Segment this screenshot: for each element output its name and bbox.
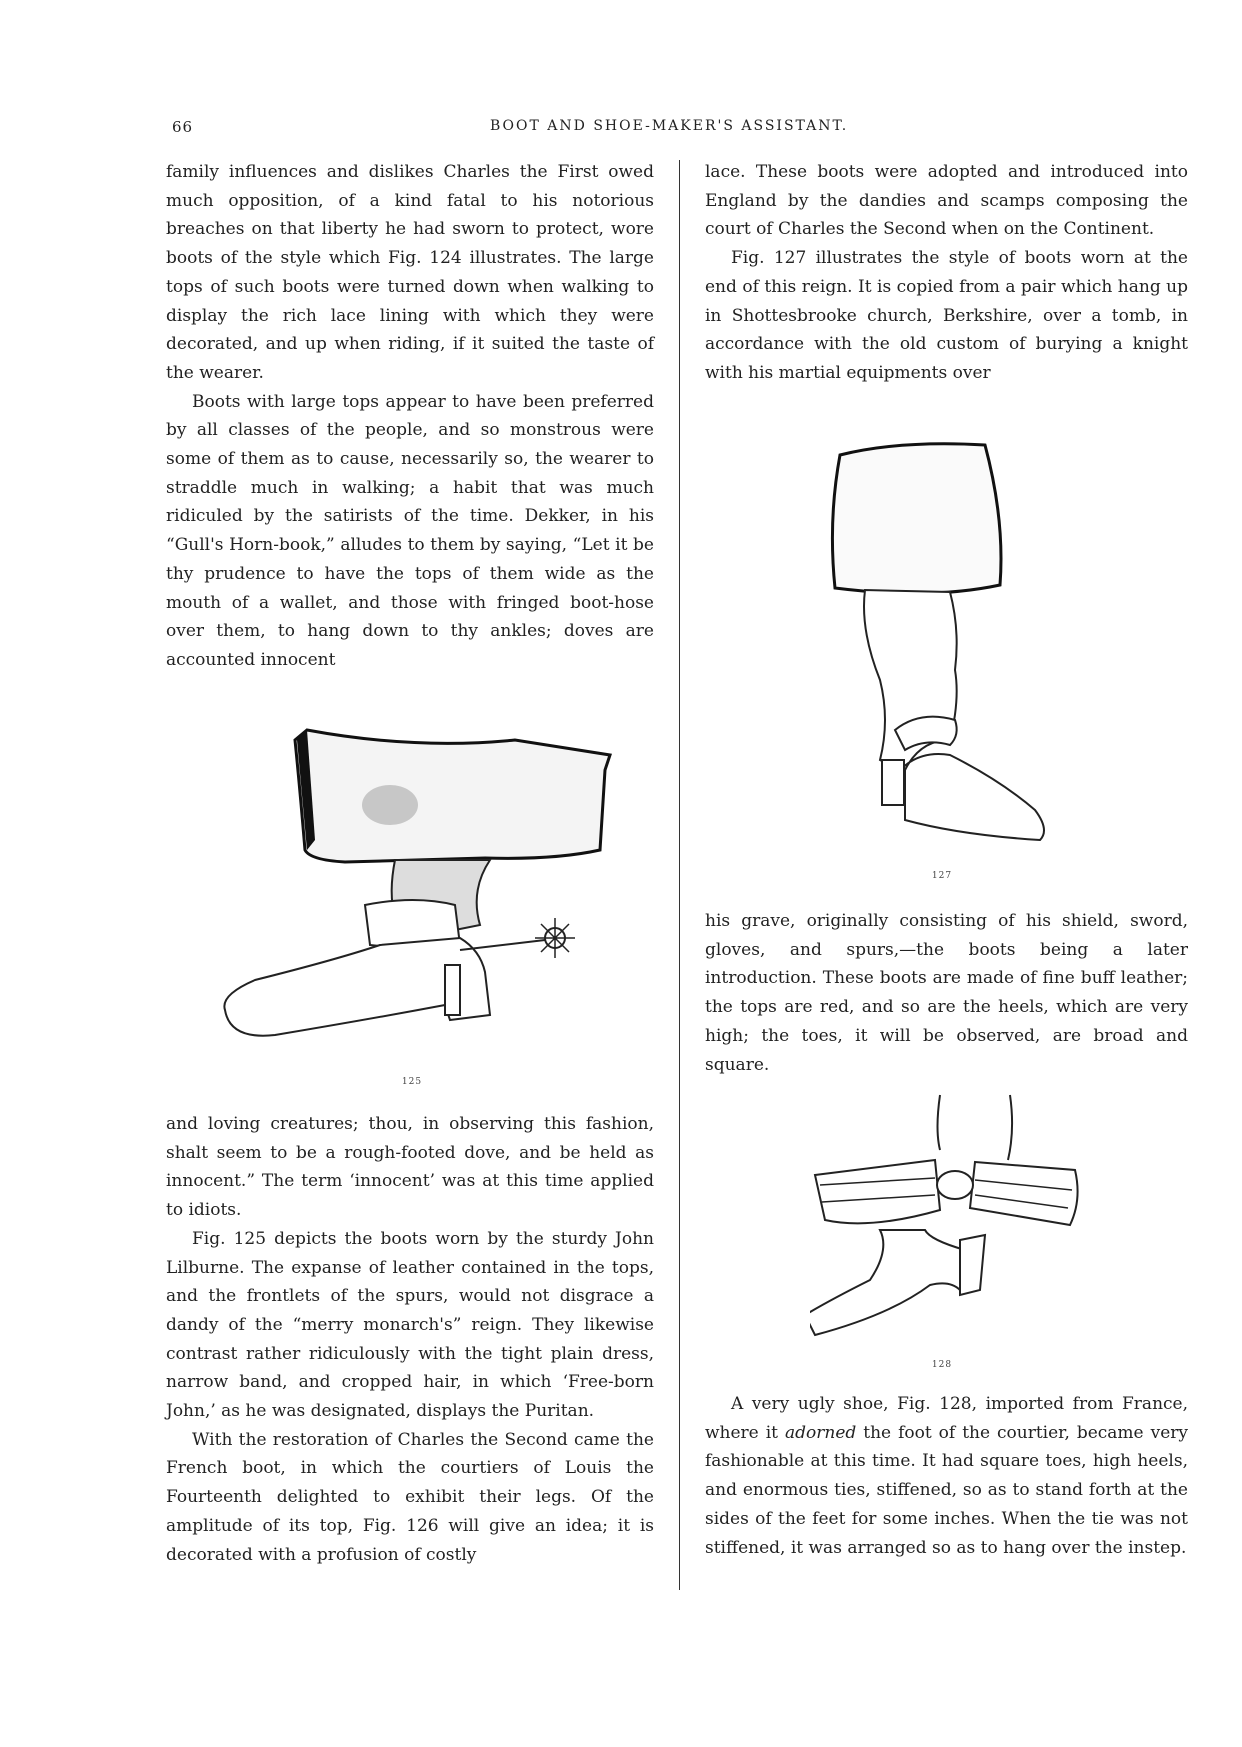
left-column-top: [166, 158, 654, 675]
figure-127-caption: 127: [931, 871, 953, 881]
left-paragraph-4: Fig. 125 depicts the boots worn by the sturdy John Lilburne. The expanse of leather contained in the tops, and the frontlets of the spurs, would not disgrace a dandy of the “merry monarch's” reign. They likewise contrast rather ridiculously with the tight plain dress, narrow band, and cropped hair, in which ‘Free-born John,’ as he was designated, displays the Puritan.: [166, 1228, 654, 1422]
right-paragraph-4: [705, 1390, 1188, 1562]
running-title: BOOT AND SHOE-MAKER'S ASSISTANT.: [490, 118, 849, 134]
figure-128-shoe-with-tie: [810, 1090, 1090, 1350]
shoe-tie-illustration: [810, 1090, 1090, 1350]
figure-127-tall-boot: [810, 440, 1080, 860]
boot-spur-illustration: [215, 710, 615, 1050]
right-column-top: [705, 158, 1188, 388]
right-column-middle: [705, 907, 1188, 1079]
left-paragraph-2: Boots with large tops appear to have been preferred by all classes of the people, and so monstrous were some of them as to cause, necessarily so, the wearer to straddle much in walking; a habit that was much ridiculed by the satirists of the time. Dekker, in his “Gull's Horn-book,” alludes to them by saying, “Let it be thy prudence to have the tops of them wide as the mouth of a wallet, and those with fringed boot-hose over them, to hang down to thy ankles; doves are accounted innocent: [166, 391, 654, 670]
left-column-bottom: [166, 1110, 654, 1569]
right-paragraph-4-italic: adorned: [785, 1422, 857, 1443]
right-paragraph-3: his grave, originally consisting of his shield, sword, gloves, and spurs,—the boots being a later introduction. These boots are made of fine buff leather; the tops are red, and so are the heels, which are very high; the toes, it will be observed, are broad and square.: [705, 911, 1188, 1075]
left-paragraph-1: family influences and dislikes Charles the First owed much opposition, of a kind fatal to his notorious breaches on that liberty he had sworn to protect, wore boots of the style which Fig. 124 illustrates. The large tops of such boots were turned down when walking to display the rich lace lining with which they were decorated, and up when riding, if it suited the taste of the wearer.: [166, 162, 654, 383]
left-paragraph-3: and loving creatures; thou, in observing this fashion, shalt seem to be a rough-footed dove, and be held as innocent.” The term ‘innocent’ was at this time applied to idiots.: [166, 1114, 654, 1221]
right-paragraph-1: lace. These boots were adopted and introduced into England by the dandies and scamps composing the court of Charles the Second when on the Continent.: [705, 162, 1188, 240]
figure-125-boot-with-spur: [215, 710, 615, 1050]
figure-128-caption: 128: [931, 1360, 953, 1370]
right-paragraph-2: Fig. 127 illustrates the style of boots worn at the end of this reign. It is copied from a pair which hang up in Shottesbrooke church, Berkshire, over a tomb, in accordance with the old custom of burying a knight with his martial equipments over: [705, 248, 1188, 383]
right-column-bottom: [705, 1390, 1188, 1562]
page-number: 66: [172, 118, 194, 136]
right-paragraph-4-start: A very ugly shoe, Fig. 128, imported from France, where it: [705, 1394, 1188, 1443]
right-paragraph-4-end: the foot of the courtier, became very fashionable at this time. It had square toes, high heels, and enormous ties, stiffened, so as to stand forth at the sides of the feet for some inches. When the tie was not stiffened, it was arranged so as to hang over the instep.: [705, 1422, 1188, 1558]
tall-boot-illustration: [810, 440, 1080, 860]
column-divider: [679, 160, 680, 1590]
figure-125-caption: 125: [401, 1077, 423, 1087]
left-paragraph-5: With the restoration of Charles the Second came the French boot, in which the courtiers of Louis the Fourteenth delighted to exhibit their legs. Of the amplitude of its top, Fig. 126 will give an idea; it is decorated with a profusion of costly: [166, 1429, 654, 1565]
running-header: [0, 118, 1242, 142]
